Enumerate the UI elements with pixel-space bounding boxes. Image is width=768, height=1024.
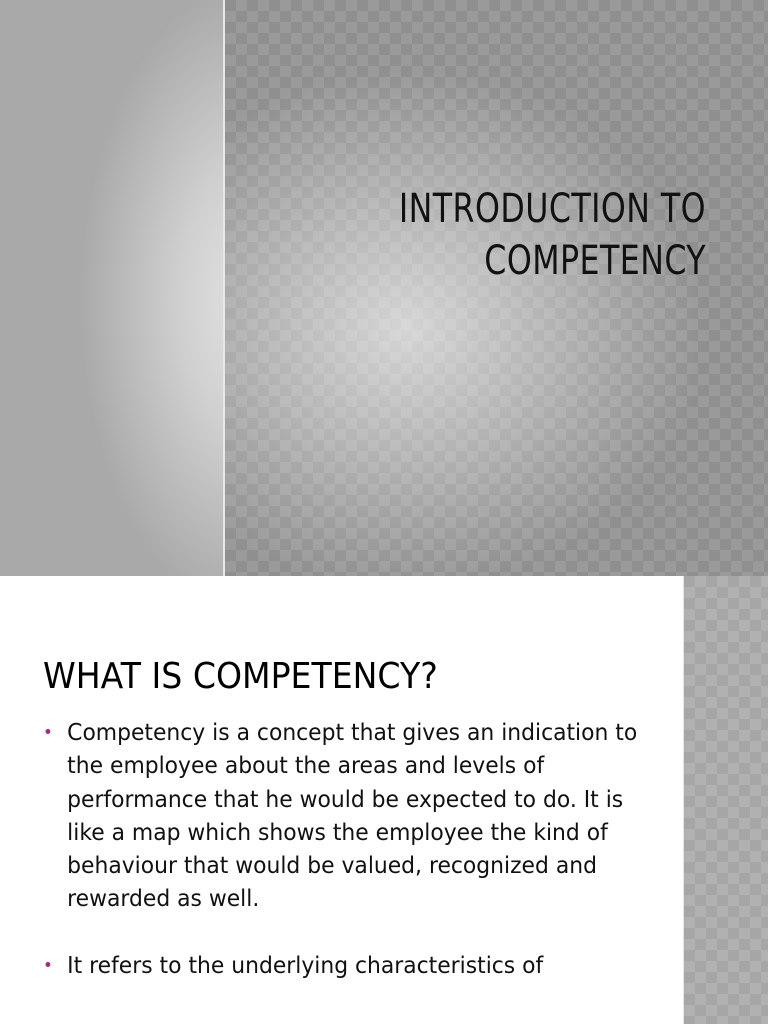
list-item <box>43 949 644 982</box>
patterned-background-panel <box>225 0 768 576</box>
slide-title <box>399 183 706 287</box>
bullet-list <box>43 716 643 1015</box>
slide-title-line-1: INTRODUCTION TO <box>398 186 706 232</box>
slide-title-line-2: COMPETENCY <box>484 238 706 284</box>
content-heading: WHAT IS COMPETENCY? <box>43 656 438 697</box>
content-slide <box>0 576 768 1024</box>
bullet-icon: • <box>43 954 53 976</box>
bullet-icon: • <box>43 722 53 743</box>
left-gradient-panel <box>0 0 223 576</box>
bullet-text: Competency is a concept that gives an indication to the employee about the areas and levels of performance that he would be expected to do. It is like a map which shows the employee the kind of behaviour that would be valued, recognized and rewarded as well. <box>67 718 638 913</box>
list-item <box>43 716 644 916</box>
patterned-side-strip <box>683 576 768 1024</box>
bullet-text: It refers to the underlying characteristics of <box>67 950 544 979</box>
